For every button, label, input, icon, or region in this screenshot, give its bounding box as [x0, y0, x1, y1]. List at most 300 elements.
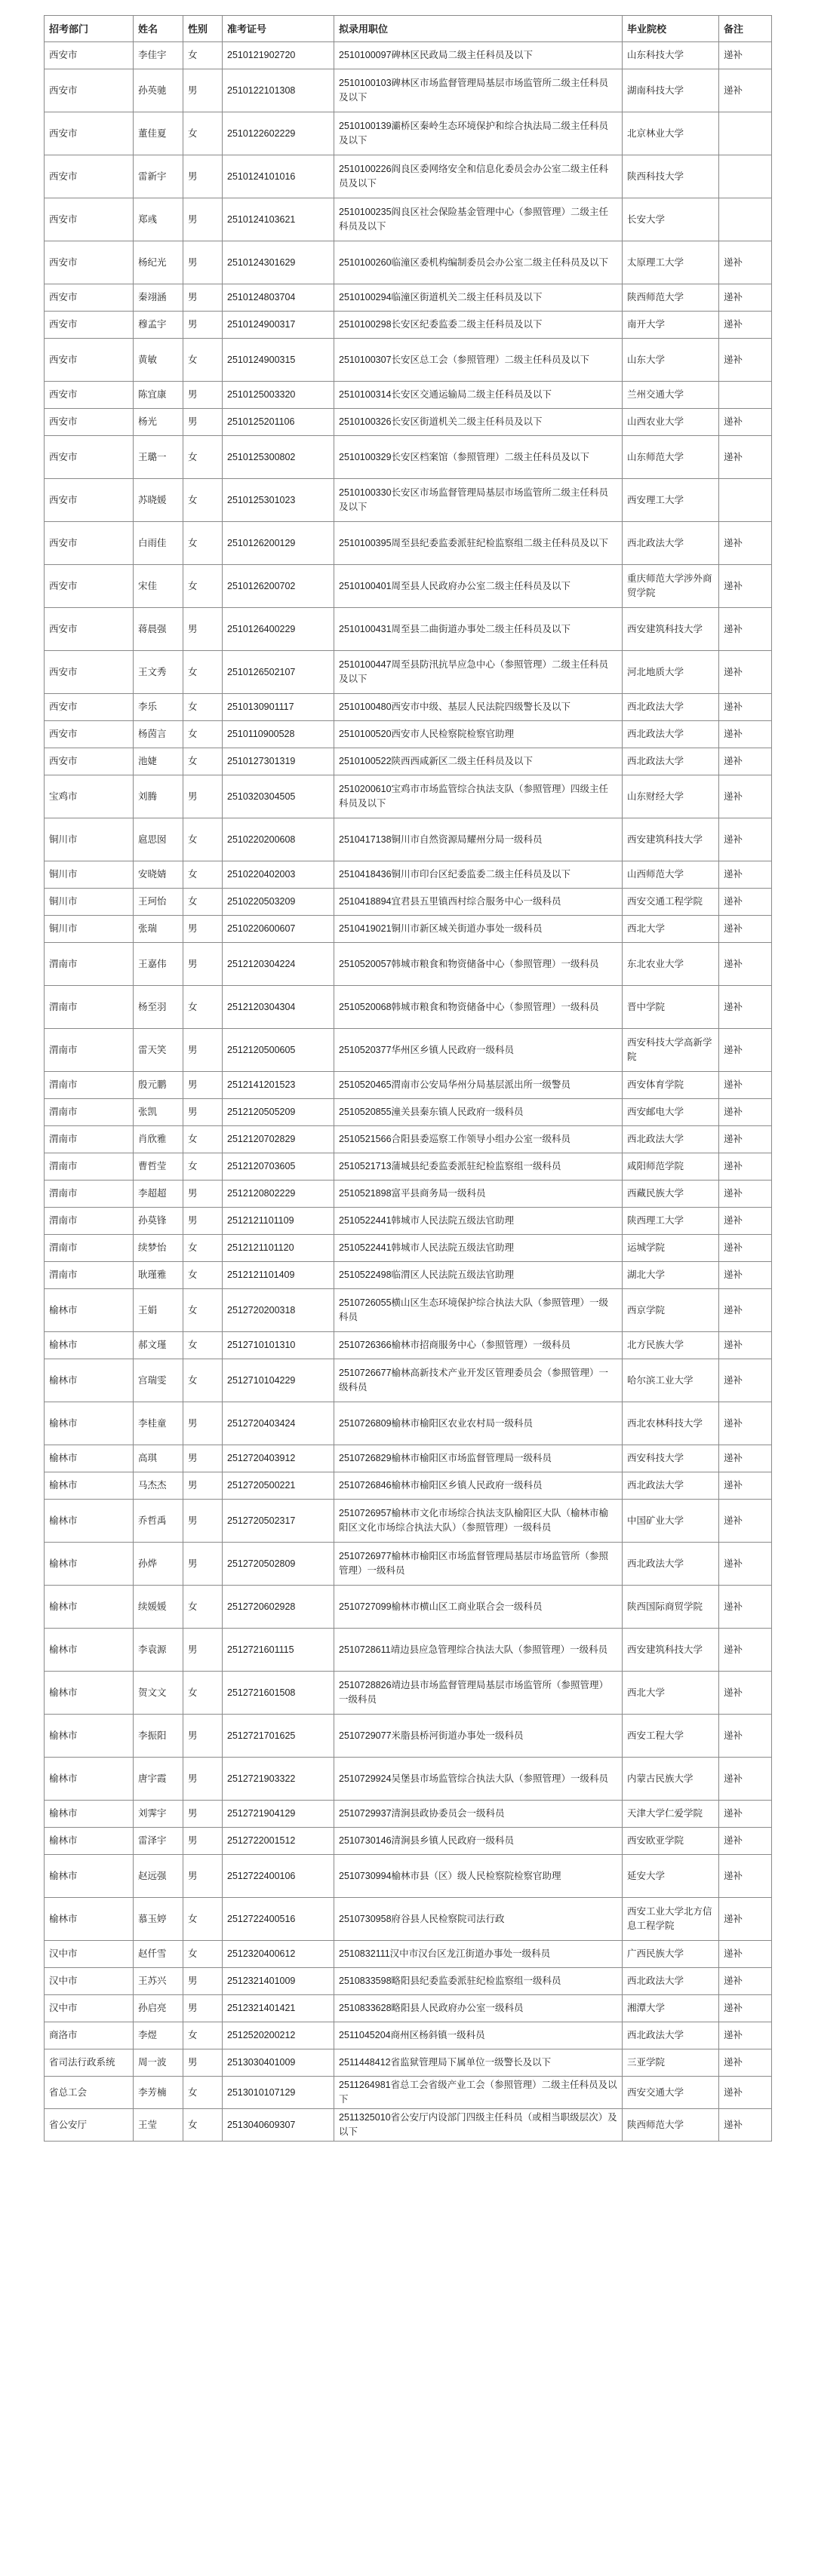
cell-gender: 女	[183, 479, 223, 522]
cell-position: 2510833598略阳县纪委监委派驻纪检监察组一级科员	[334, 1968, 623, 1995]
cell-gender: 男	[183, 1758, 223, 1801]
cell-school: 晋中学院	[623, 986, 719, 1029]
cell-name: 高琪	[134, 1445, 183, 1472]
table-row	[45, 1828, 772, 1855]
cell-department: 西安市	[45, 339, 134, 382]
cell-department: 西安市	[45, 155, 134, 198]
cell-department: 汉中市	[45, 1941, 134, 1968]
cell-name: 赵仟雪	[134, 1941, 183, 1968]
cell-note: 递补	[719, 2077, 772, 2109]
cell-name: 宋佳	[134, 565, 183, 608]
cell-department: 榆林市	[45, 1402, 134, 1445]
cell-name: 苏晓媛	[134, 479, 183, 522]
table-row	[45, 651, 772, 694]
cell-gender: 男	[183, 69, 223, 112]
cell-school: 中国矿业大学	[623, 1500, 719, 1543]
table-row	[45, 241, 772, 284]
cell-name: 杨光	[134, 409, 183, 436]
cell-school: 南开大学	[623, 312, 719, 339]
cell-name: 李芳楠	[134, 2077, 183, 2109]
cell-gender: 女	[183, 339, 223, 382]
recruitment-table	[44, 15, 772, 2142]
cell-gender: 女	[183, 42, 223, 69]
cell-position: 2510100480西安市中级、基层人民法院四级警长及以下	[334, 694, 623, 721]
cell-gender: 男	[183, 2049, 223, 2077]
cell-school: 东北农业大学	[623, 943, 719, 986]
cell-gender: 女	[183, 112, 223, 155]
cell-name: 杨至羽	[134, 986, 183, 1029]
table-row	[45, 1289, 772, 1332]
cell-note: 递补	[719, 721, 772, 748]
table-row	[45, 1153, 772, 1181]
header-position: 拟录用职位	[334, 16, 623, 42]
cell-exam-id: 2510124803704	[223, 284, 334, 312]
cell-exam-id: 2512720500221	[223, 1472, 334, 1500]
cell-name: 王珂怡	[134, 889, 183, 916]
header-note: 备注	[719, 16, 772, 42]
cell-school: 长安大学	[623, 198, 719, 241]
cell-exam-id: 2510125300802	[223, 436, 334, 479]
cell-exam-id: 2510127301319	[223, 748, 334, 775]
cell-position: 2510100395周至县纪委监委派驻纪检监察组二级主任科员及以下	[334, 522, 623, 565]
cell-department: 西安市	[45, 565, 134, 608]
cell-department: 西安市	[45, 409, 134, 436]
table-row	[45, 1758, 772, 1801]
cell-position: 2510100447周至县防汛抗旱应急中心（参照管理）二级主任科员及以下	[334, 651, 623, 694]
table-row	[45, 1586, 772, 1629]
table-row	[45, 1262, 772, 1289]
cell-gender: 男	[183, 1099, 223, 1126]
cell-name: 张瑞	[134, 916, 183, 943]
cell-gender: 男	[183, 608, 223, 651]
cell-department: 铜川市	[45, 916, 134, 943]
cell-position: 2510418436铜川市印台区纪委监委二级主任科员及以下	[334, 861, 623, 889]
cell-exam-id: 2513040609307	[223, 2109, 334, 2142]
cell-school: 西北政法大学	[623, 2022, 719, 2049]
table-row	[45, 1968, 772, 1995]
cell-school: 西北农林科技大学	[623, 1402, 719, 1445]
cell-position: 2510520855潼关县秦东镇人民政府一级科员	[334, 1099, 623, 1126]
cell-school: 西安工程大学	[623, 1715, 719, 1758]
cell-school: 陕西师范大学	[623, 2109, 719, 2142]
table-row	[45, 198, 772, 241]
cell-name: 池婕	[134, 748, 183, 775]
cell-gender: 女	[183, 1126, 223, 1153]
cell-exam-id: 2510220200608	[223, 818, 334, 861]
cell-note: 递补	[719, 1126, 772, 1153]
cell-gender: 女	[183, 694, 223, 721]
cell-department: 渭南市	[45, 1029, 134, 1072]
cell-position: 2510726366榆林市招商服务中心（参照管理）一级科员	[334, 1332, 623, 1359]
cell-position: 2510730958府谷县人民检察院司法行政	[334, 1898, 623, 1941]
cell-school: 湖北大学	[623, 1262, 719, 1289]
cell-position: 2510100097碑林区民政局二级主任科员及以下	[334, 42, 623, 69]
cell-name: 王璐一	[134, 436, 183, 479]
cell-department: 西安市	[45, 479, 134, 522]
cell-position: 2510100431周至县二曲街道办事处二级主任科员及以下	[334, 608, 623, 651]
cell-name: 曹哲莹	[134, 1153, 183, 1181]
cell-exam-id: 2512710104229	[223, 1359, 334, 1402]
cell-school: 西安建筑科技大学	[623, 1629, 719, 1672]
cell-note: 递补	[719, 2049, 772, 2077]
cell-gender: 女	[183, 522, 223, 565]
cell-gender: 男	[183, 1801, 223, 1828]
table-row	[45, 2049, 772, 2077]
cell-position: 2510417138铜川市自然资源局耀州分局一级科员	[334, 818, 623, 861]
cell-note: 递补	[719, 312, 772, 339]
cell-school: 哈尔滨工业大学	[623, 1359, 719, 1402]
cell-exam-id: 2513030401009	[223, 2049, 334, 2077]
cell-position: 2510729077米脂县桥河街道办事处一级科员	[334, 1715, 623, 1758]
table-row	[45, 1029, 772, 1072]
cell-school: 西北政法大学	[623, 694, 719, 721]
cell-note: 递补	[719, 1543, 772, 1586]
cell-exam-id: 2512121101120	[223, 1235, 334, 1262]
cell-exam-id: 2510124301629	[223, 241, 334, 284]
cell-school: 西北政法大学	[623, 1472, 719, 1500]
cell-department: 渭南市	[45, 1153, 134, 1181]
cell-exam-id: 2512120702829	[223, 1126, 334, 1153]
cell-note: 递补	[719, 1262, 772, 1289]
cell-exam-id: 2512722001512	[223, 1828, 334, 1855]
cell-note: 递补	[719, 1072, 772, 1099]
header-name: 姓名	[134, 16, 183, 42]
cell-gender: 女	[183, 889, 223, 916]
table-row	[45, 1941, 772, 1968]
cell-school: 陕西理工大学	[623, 1208, 719, 1235]
cell-note: 递补	[719, 1235, 772, 1262]
cell-department: 西安市	[45, 694, 134, 721]
cell-department: 榆林市	[45, 1543, 134, 1586]
cell-name: 殷元鹏	[134, 1072, 183, 1099]
cell-department: 榆林市	[45, 1758, 134, 1801]
cell-department: 榆林市	[45, 1359, 134, 1402]
cell-department: 渭南市	[45, 1235, 134, 1262]
cell-name: 陈宜康	[134, 382, 183, 409]
cell-position: 2510100235阎良区社会保险基金管理中心（参照管理）二级主任科员及以下	[334, 198, 623, 241]
cell-name: 张凯	[134, 1099, 183, 1126]
table-row	[45, 1235, 772, 1262]
cell-gender: 女	[183, 721, 223, 748]
cell-exam-id: 2512720502809	[223, 1543, 334, 1586]
cell-position: 2510726809榆林市榆阳区农业农村局一级科员	[334, 1402, 623, 1445]
cell-gender: 女	[183, 1359, 223, 1402]
table-row	[45, 1099, 772, 1126]
cell-position: 2511448412省监狱管理局下属单位一级警长及以下	[334, 2049, 623, 2077]
cell-name: 李超超	[134, 1181, 183, 1208]
cell-position: 2510520057韩城市粮食和物资储备中心（参照管理）一级科员	[334, 943, 623, 986]
table-row	[45, 1500, 772, 1543]
cell-note: 递补	[719, 943, 772, 986]
cell-school: 西北政法大学	[623, 1543, 719, 1586]
cell-department: 榆林市	[45, 1898, 134, 1941]
cell-school: 太原理工大学	[623, 241, 719, 284]
cell-position: 2510100326长安区街道机关二级主任科员及以下	[334, 409, 623, 436]
cell-position: 2510100294临潼区街道机关二级主任科员及以下	[334, 284, 623, 312]
cell-exam-id: 2512141201523	[223, 1072, 334, 1099]
cell-gender: 女	[183, 1898, 223, 1941]
table-row	[45, 1543, 772, 1586]
cell-department: 西安市	[45, 608, 134, 651]
cell-school: 西安理工大学	[623, 479, 719, 522]
table-row	[45, 861, 772, 889]
cell-school: 西藏民族大学	[623, 1181, 719, 1208]
cell-gender: 女	[183, 2109, 223, 2142]
cell-school: 西安科技大学	[623, 1445, 719, 1472]
cell-note: 递补	[719, 1289, 772, 1332]
cell-name: 王文秀	[134, 651, 183, 694]
cell-school: 西北政法大学	[623, 1126, 719, 1153]
cell-position: 2510521566合阳县委巡察工作领导小组办公室一级科员	[334, 1126, 623, 1153]
table-row	[45, 1855, 772, 1898]
cell-school: 西北大学	[623, 916, 719, 943]
cell-department: 榆林市	[45, 1332, 134, 1359]
cell-name: 郑彧	[134, 198, 183, 241]
cell-exam-id: 2512720502317	[223, 1500, 334, 1543]
cell-gender: 女	[183, 1586, 223, 1629]
cell-exam-id: 2512120500605	[223, 1029, 334, 1072]
cell-exam-id: 2512721601508	[223, 1672, 334, 1715]
cell-department: 榆林市	[45, 1289, 134, 1332]
cell-exam-id: 2512721903322	[223, 1758, 334, 1801]
cell-note: 递补	[719, 436, 772, 479]
cell-department: 渭南市	[45, 1181, 134, 1208]
cell-department: 西安市	[45, 42, 134, 69]
cell-name: 秦翊涵	[134, 284, 183, 312]
cell-position: 2510730994榆林市县（区）级人民检察院检察官助理	[334, 1855, 623, 1898]
cell-note: 递补	[719, 1359, 772, 1402]
cell-gender: 男	[183, 775, 223, 818]
cell-position: 2510521713蒲城县纪委监委派驻纪检监察组一级科员	[334, 1153, 623, 1181]
cell-name: 雷新宇	[134, 155, 183, 198]
cell-school: 西北政法大学	[623, 1968, 719, 1995]
cell-school: 陕西师范大学	[623, 284, 719, 312]
cell-note: 递补	[719, 2109, 772, 2142]
cell-note: 递补	[719, 1715, 772, 1758]
cell-name: 王娟	[134, 1289, 183, 1332]
cell-gender: 男	[183, 1208, 223, 1235]
cell-department: 汉中市	[45, 1968, 134, 1995]
cell-department: 西安市	[45, 284, 134, 312]
cell-gender: 男	[183, 155, 223, 198]
header-department: 招考部门	[45, 16, 134, 42]
cell-name: 黄敏	[134, 339, 183, 382]
cell-name: 李煜	[134, 2022, 183, 2049]
cell-exam-id: 2513010107129	[223, 2077, 334, 2109]
cell-school: 山东财经大学	[623, 775, 719, 818]
cell-position: 2510100298长安区纪委监委二级主任科员及以下	[334, 312, 623, 339]
table-row	[45, 339, 772, 382]
table-row	[45, 1359, 772, 1402]
cell-note: 递补	[719, 818, 772, 861]
cell-position: 2510726055横山区生态环境保护综合执法大队（参照管理）一级科员	[334, 1289, 623, 1332]
cell-name: 刘霁宇	[134, 1801, 183, 1828]
cell-school: 运城学院	[623, 1235, 719, 1262]
table-row	[45, 565, 772, 608]
cell-gender: 男	[183, 1828, 223, 1855]
cell-exam-id: 2512720602928	[223, 1586, 334, 1629]
table-row	[45, 2109, 772, 2142]
cell-gender: 女	[183, 2022, 223, 2049]
table-row	[45, 775, 772, 818]
cell-department: 榆林市	[45, 1855, 134, 1898]
table-row	[45, 889, 772, 916]
cell-note: 递补	[719, 651, 772, 694]
cell-note: 递补	[719, 1995, 772, 2022]
cell-name: 孙英驰	[134, 69, 183, 112]
cell-note: 递补	[719, 241, 772, 284]
cell-note: 递补	[719, 1445, 772, 1472]
cell-name: 慕玉婷	[134, 1898, 183, 1941]
cell-note: 递补	[719, 409, 772, 436]
cell-position: 2511264981省总工会省级产业工会（参照管理）二级主任科员及以下	[334, 2077, 623, 2109]
cell-note: 递补	[719, 1208, 772, 1235]
table-row	[45, 694, 772, 721]
table-row	[45, 608, 772, 651]
cell-school: 西北大学	[623, 1672, 719, 1715]
cell-exam-id: 2512722400106	[223, 1855, 334, 1898]
cell-exam-id: 2512710101310	[223, 1332, 334, 1359]
cell-gender: 男	[183, 241, 223, 284]
cell-name: 李佳宇	[134, 42, 183, 69]
cell-position: 2510832111汉中市汉台区龙江街道办事处一级科员	[334, 1941, 623, 1968]
cell-school: 西安建筑科技大学	[623, 818, 719, 861]
cell-exam-id: 2512720200318	[223, 1289, 334, 1332]
cell-exam-id: 2512321401421	[223, 1995, 334, 2022]
cell-note: 递补	[719, 69, 772, 112]
table-row	[45, 1332, 772, 1359]
cell-position: 2510730146清涧县乡镇人民政府一级科员	[334, 1828, 623, 1855]
cell-exam-id: 2512720403424	[223, 1402, 334, 1445]
cell-department: 榆林市	[45, 1715, 134, 1758]
cell-name: 乔哲禹	[134, 1500, 183, 1543]
cell-position: 2510728611靖边县应急管理综合执法大队（参照管理）一级科员	[334, 1629, 623, 1672]
cell-note: 递补	[719, 1758, 772, 1801]
table-row	[45, 943, 772, 986]
cell-exam-id: 2510220402003	[223, 861, 334, 889]
cell-department: 榆林市	[45, 1586, 134, 1629]
cell-exam-id: 2512721904129	[223, 1801, 334, 1828]
cell-name: 马杰杰	[134, 1472, 183, 1500]
cell-name: 孙启亮	[134, 1995, 183, 2022]
table-row	[45, 748, 772, 775]
cell-name: 雷泽宇	[134, 1828, 183, 1855]
table-row	[45, 2022, 772, 2049]
cell-exam-id: 2512120304224	[223, 943, 334, 986]
cell-school: 西安建筑科技大学	[623, 608, 719, 651]
cell-note: 递补	[719, 1181, 772, 1208]
cell-department: 榆林市	[45, 1828, 134, 1855]
cell-department: 省公安厅	[45, 2109, 134, 2142]
cell-position: 2510200610宝鸡市市场监管综合执法支队（参照管理）四级主任科员及以下	[334, 775, 623, 818]
cell-department: 渭南市	[45, 1099, 134, 1126]
cell-school: 西安工业大学北方信息工程学院	[623, 1898, 719, 1941]
table-row	[45, 916, 772, 943]
cell-note: 递补	[719, 889, 772, 916]
cell-name: 续梦怡	[134, 1235, 183, 1262]
cell-school: 西安交通工程学院	[623, 889, 719, 916]
cell-gender: 男	[183, 1500, 223, 1543]
table-row	[45, 2077, 772, 2109]
cell-exam-id: 2512722400516	[223, 1898, 334, 1941]
cell-position: 2510418894宜君县五里镇西村综合服务中心一级科员	[334, 889, 623, 916]
table-row	[45, 1898, 772, 1941]
cell-name: 郝文瑾	[134, 1332, 183, 1359]
header-gender: 性别	[183, 16, 223, 42]
cell-position: 2510729937清涧县政协委员会一级科员	[334, 1801, 623, 1828]
cell-exam-id: 2510110900528	[223, 721, 334, 748]
cell-note: 递补	[719, 1941, 772, 1968]
cell-position: 2510100139灞桥区秦岭生态环境保护和综合执法局二级主任科员及以下	[334, 112, 623, 155]
cell-gender: 女	[183, 1262, 223, 1289]
cell-position: 2510419021铜川市新区城关街道办事处一级科员	[334, 916, 623, 943]
cell-gender: 男	[183, 1181, 223, 1208]
cell-name: 李袁源	[134, 1629, 183, 1672]
cell-gender: 男	[183, 943, 223, 986]
cell-position: 2510727099榆林市横山区工商业联合会一级科员	[334, 1586, 623, 1629]
table-row	[45, 721, 772, 748]
cell-gender: 男	[183, 1855, 223, 1898]
cell-department: 西安市	[45, 436, 134, 479]
cell-note: 递补	[719, 1472, 772, 1500]
cell-exam-id: 2512721601115	[223, 1629, 334, 1672]
cell-gender: 女	[183, 1153, 223, 1181]
cell-exam-id: 2512120304304	[223, 986, 334, 1029]
cell-school: 山西师范大学	[623, 861, 719, 889]
cell-gender: 男	[183, 1402, 223, 1445]
cell-exam-id: 2512720403912	[223, 1445, 334, 1472]
cell-school: 西安科技大学高新学院	[623, 1029, 719, 1072]
table-row	[45, 1072, 772, 1099]
cell-position: 2510726829榆林市榆阳区市场监督管理局一级科员	[334, 1445, 623, 1472]
cell-note	[719, 155, 772, 198]
table-row	[45, 382, 772, 409]
table-row	[45, 1472, 772, 1500]
table-row	[45, 69, 772, 112]
cell-name: 刘腾	[134, 775, 183, 818]
table-row	[45, 1208, 772, 1235]
table-row	[45, 409, 772, 436]
cell-gender: 男	[183, 1629, 223, 1672]
cell-department: 西安市	[45, 69, 134, 112]
cell-department: 西安市	[45, 312, 134, 339]
cell-name: 王莹	[134, 2109, 183, 2142]
cell-name: 贺文文	[134, 1672, 183, 1715]
cell-school: 西北政法大学	[623, 522, 719, 565]
cell-exam-id: 2512520200212	[223, 2022, 334, 2049]
cell-note: 递补	[719, 916, 772, 943]
cell-note: 递补	[719, 1968, 772, 1995]
cell-department: 渭南市	[45, 1072, 134, 1099]
cell-name: 李桂童	[134, 1402, 183, 1445]
cell-department: 榆林市	[45, 1629, 134, 1672]
cell-department: 榆林市	[45, 1500, 134, 1543]
cell-note: 递补	[719, 2022, 772, 2049]
table-row	[45, 312, 772, 339]
cell-gender: 女	[183, 1672, 223, 1715]
cell-exam-id: 2510124900317	[223, 312, 334, 339]
cell-gender: 男	[183, 1072, 223, 1099]
cell-name: 杨茵言	[134, 721, 183, 748]
cell-gender: 女	[183, 748, 223, 775]
cell-gender: 女	[183, 651, 223, 694]
cell-school: 山西农业大学	[623, 409, 719, 436]
cell-exam-id: 2510121902720	[223, 42, 334, 69]
cell-gender: 女	[183, 1941, 223, 1968]
table-row	[45, 436, 772, 479]
cell-school: 重庆师范大学涉外商贸学院	[623, 565, 719, 608]
table-row	[45, 284, 772, 312]
